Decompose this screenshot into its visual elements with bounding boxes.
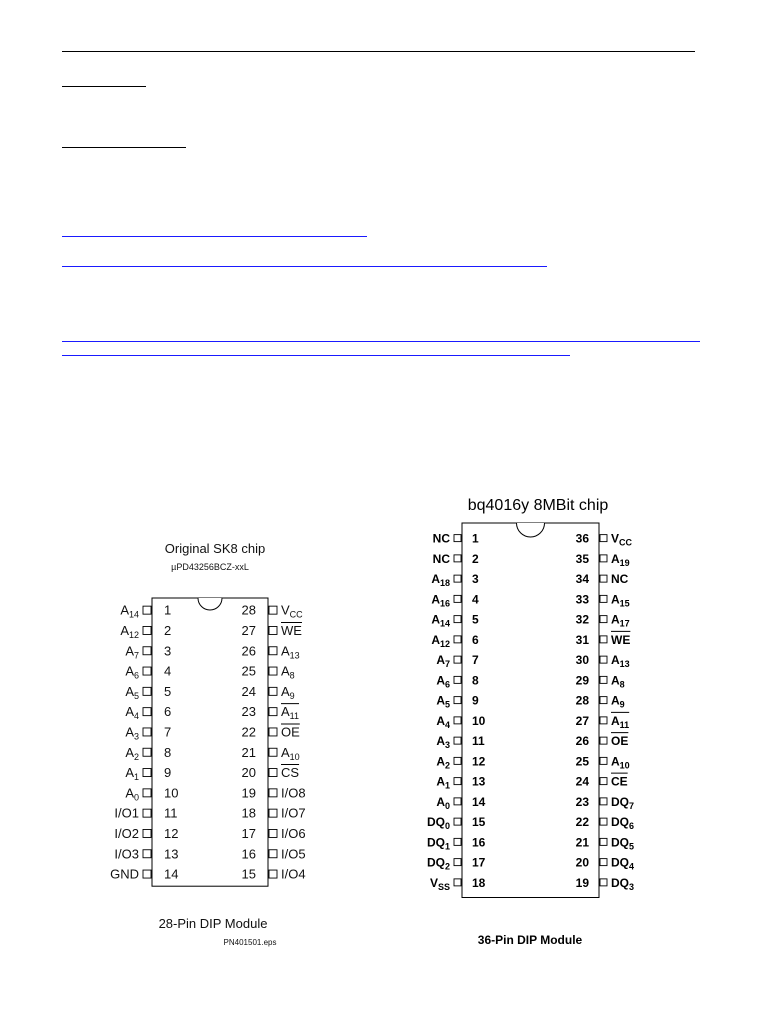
pin-right-label: $DQ_3$ <box>611 875 635 892</box>
pin-number: 3 <box>472 572 479 587</box>
pin-pad <box>143 769 151 777</box>
pin-number: 7 <box>164 724 172 740</box>
pin-pad <box>269 870 277 878</box>
pin-left-label: $A_5$ <box>436 693 450 710</box>
pin-number: 21 <box>241 744 256 760</box>
chip-b-caption: 36-Pin DIP Module <box>477 933 583 947</box>
pin-number: 10 <box>472 713 486 728</box>
chipA-package-outline <box>152 598 268 886</box>
chip-a-title: Original SK8 chip <box>164 541 266 556</box>
pin-left-label: NC <box>432 551 450 566</box>
pin-number: 12 <box>164 825 179 841</box>
pin-left-label: I/O2 <box>114 825 139 841</box>
pin-right-label: I/O5 <box>281 846 306 862</box>
pin-number: 21 <box>575 835 589 850</box>
pin-number: 5 <box>472 612 479 627</box>
pin-pad <box>600 879 607 886</box>
pin-left-label: $A_{16}$ <box>431 592 450 609</box>
pin-number: 1 <box>164 602 172 618</box>
pin-number: 11 <box>164 805 178 821</box>
pin-pad <box>600 798 607 805</box>
pin-number: 24 <box>575 774 589 789</box>
pin-number: 24 <box>241 683 256 699</box>
pin-right-label: WE <box>611 632 631 647</box>
pin-pad <box>600 575 607 582</box>
pin-pad <box>454 616 461 623</box>
hyperlink-underline-3a[interactable] <box>62 341 700 342</box>
pin-left-label: $A_1$ <box>125 765 139 783</box>
pin-number: 10 <box>164 785 179 801</box>
pin-pad <box>269 809 277 817</box>
pin-number: 20 <box>241 765 256 781</box>
hyperlink-underline-1[interactable] <box>62 236 367 237</box>
pin-pad <box>269 626 277 634</box>
pin-left-label: $A_{14}$ <box>431 612 450 629</box>
pin-right-label: CS <box>281 765 300 781</box>
pin-left-label: $A_{12}$ <box>431 632 450 649</box>
pin-left-label: $A_4$ <box>436 713 450 730</box>
pin-pad <box>269 748 277 756</box>
pin-pad <box>600 838 607 845</box>
pin-right-label: $A_{13}$ <box>611 653 630 670</box>
pin-left-label: $DQ_0$ <box>426 815 450 832</box>
pin-pad <box>143 748 151 756</box>
pin-pad <box>454 838 461 845</box>
pin-pad <box>600 737 607 744</box>
pin-pad <box>600 656 607 663</box>
pin-pad <box>269 789 277 797</box>
pin-number: 16 <box>472 835 486 850</box>
pin-pad <box>269 829 277 837</box>
pin-number: 2 <box>472 551 479 566</box>
pin-left-label: $A_{14}$ <box>120 602 139 620</box>
pin-number: 12 <box>472 754 486 769</box>
pin-pad <box>454 757 461 764</box>
pin-number: 5 <box>164 683 172 699</box>
pin-number: 17 <box>241 825 256 841</box>
pin-right-label: I/O4 <box>281 866 306 882</box>
pin-right-label: $DQ_4$ <box>611 855 635 872</box>
pin-pad <box>454 818 461 825</box>
pin-left-label: $A_0$ <box>125 785 139 803</box>
pin-left-label: GND <box>110 866 139 882</box>
pin-number: 2 <box>164 622 172 638</box>
pin-right-label: $V_{CC}$ <box>611 531 633 548</box>
pin-number: 19 <box>241 785 256 801</box>
pin-left-label: $DQ_1$ <box>426 835 450 852</box>
pin-number: 27 <box>575 713 589 728</box>
pin-left-label: I/O3 <box>114 846 139 862</box>
pin-number: 35 <box>575 551 589 566</box>
pin-pad <box>143 687 151 695</box>
pin-left-label: I/O1 <box>114 805 139 821</box>
pin-right-label: $DQ_5$ <box>611 835 635 852</box>
pin-pad <box>143 809 151 817</box>
pin-pad <box>600 697 607 704</box>
pin-pad <box>600 676 607 683</box>
pin-number: 6 <box>164 704 172 720</box>
pin-left-label: $A_3$ <box>436 734 450 751</box>
header-rule <box>62 51 695 52</box>
pin-number: 30 <box>575 653 589 668</box>
chip-a-body <box>152 598 268 886</box>
pin-left-label: $DQ_2$ <box>426 855 450 872</box>
pin-left-label: $A_6$ <box>436 673 450 690</box>
pin-right-label: WE <box>281 622 302 638</box>
pin-number: 9 <box>164 765 172 781</box>
pin-pad <box>600 535 607 542</box>
pin-pad <box>454 535 461 542</box>
pin-pad <box>143 850 151 858</box>
pin-right-label: CE <box>611 774 628 789</box>
hyperlink-underline-2[interactable] <box>62 266 547 267</box>
pin-left-label: $A_4$ <box>125 704 139 722</box>
pin-left-label: $A_2$ <box>125 744 139 762</box>
pin-right-label: OE <box>611 734 629 749</box>
pin-left-label: $V_{SS}$ <box>429 875 450 892</box>
pin-right-label: OE <box>281 724 300 740</box>
pin-pad <box>269 606 277 614</box>
pin-pad <box>454 555 461 562</box>
pin-number: 17 <box>472 855 486 870</box>
pin-right-label: I/O6 <box>281 825 306 841</box>
pin-number: 34 <box>575 572 589 587</box>
pin-number: 14 <box>164 866 179 882</box>
pin-pad <box>143 870 151 878</box>
pin-number: 18 <box>241 805 256 821</box>
pin-number: 33 <box>575 592 589 607</box>
pin-number: 36 <box>575 531 589 546</box>
pin-number: 9 <box>472 693 479 708</box>
pin-number: 13 <box>472 774 486 789</box>
pin-number: 13 <box>164 846 179 862</box>
pin-pad <box>600 555 607 562</box>
pin-right-label: $A_{11}$ <box>281 704 300 722</box>
pin-right-label: $A_{11}$ <box>611 713 630 730</box>
pin-pad <box>600 595 607 602</box>
pin-pad <box>454 656 461 663</box>
pin-left-label: NC <box>432 531 450 546</box>
pin-right-label: $DQ_6$ <box>611 815 635 832</box>
pin-pad <box>143 667 151 675</box>
pin-number: 16 <box>241 846 256 862</box>
pin-right-label: $A_9$ <box>281 683 295 701</box>
pin-pad <box>269 667 277 675</box>
pin-left-label: $A_2$ <box>436 754 450 771</box>
pin-pad <box>454 798 461 805</box>
pin-right-label: $A_{17}$ <box>611 612 630 629</box>
pin-right-label: $A_{15}$ <box>611 592 630 609</box>
pin-pad <box>269 687 277 695</box>
pin-number: 25 <box>575 754 589 769</box>
pin-pad <box>454 676 461 683</box>
pin-pad <box>454 636 461 643</box>
pin-number: 18 <box>472 875 486 890</box>
pin-left-label: $A_7$ <box>125 643 139 661</box>
pin-pad <box>143 829 151 837</box>
pin-number: 22 <box>575 815 589 830</box>
pin-number: 3 <box>164 643 172 659</box>
pin-pad <box>269 708 277 716</box>
pin-number: 19 <box>575 875 589 890</box>
pin-right-label: I/O7 <box>281 805 306 821</box>
pin-pad <box>143 708 151 716</box>
pin-number: 28 <box>241 602 256 618</box>
pin-number: 23 <box>241 704 256 720</box>
pin-right-label: $DQ_7$ <box>611 794 635 811</box>
pin-pad <box>143 626 151 634</box>
chip-b-diagram <box>405 488 675 958</box>
pin-pad <box>454 575 461 582</box>
pin-pad <box>269 647 277 655</box>
chip-a-diagram <box>90 530 350 960</box>
chip-b-title: bq4016y 8MBit chip <box>467 497 609 514</box>
pin-left-label: $A_0$ <box>436 794 450 811</box>
pin-number: 32 <box>575 612 589 627</box>
pin-pad <box>600 818 607 825</box>
pin-number: 14 <box>472 794 486 809</box>
pin-right-label: I/O8 <box>281 785 306 801</box>
pin-number: 4 <box>472 592 479 607</box>
pin-right-label: $A_8$ <box>281 663 295 681</box>
pin-right-label: $A_8$ <box>611 673 625 690</box>
pin-left-label: $A_{12}$ <box>120 622 139 640</box>
pin-number: 31 <box>575 632 589 647</box>
pin-pad <box>454 697 461 704</box>
pin-pad <box>454 778 461 785</box>
pin-number: 25 <box>241 663 256 679</box>
pin-pad <box>143 789 151 797</box>
pin-number: 22 <box>241 724 256 740</box>
pin-number: 6 <box>472 632 479 647</box>
pin-number: 26 <box>575 734 589 749</box>
pin-left-label: $A_5$ <box>125 683 139 701</box>
pin-pad <box>600 778 607 785</box>
pin-number: 1 <box>472 531 479 546</box>
pin-pad <box>143 647 151 655</box>
pin-number: 28 <box>575 693 589 708</box>
pin-pad <box>269 850 277 858</box>
pin-number: 27 <box>241 622 256 638</box>
chip-a-caption: 28-Pin DIP Module <box>158 916 268 931</box>
pin-right-label: $A_{19}$ <box>611 551 630 568</box>
chip-a-file-ref: PN401501.eps <box>223 938 277 947</box>
pin-number: 15 <box>241 866 256 882</box>
pin-right-label: $A_{10}$ <box>281 744 300 762</box>
pin-pad <box>600 859 607 866</box>
pin-number: 26 <box>241 643 256 659</box>
pin-pad <box>600 636 607 643</box>
pin-pad <box>143 606 151 614</box>
pin-right-label: $A_{10}$ <box>611 754 630 771</box>
hyperlink-underline-3b[interactable] <box>62 355 570 356</box>
pin-left-label: $A_6$ <box>125 663 139 681</box>
pin-right-label: $A_{13}$ <box>281 643 300 661</box>
pin-number: 4 <box>164 663 172 679</box>
pin-pad <box>454 737 461 744</box>
pin-pad <box>454 595 461 602</box>
pin-number: 7 <box>472 653 479 668</box>
pin-left-label: $A_3$ <box>125 724 139 742</box>
pin-right-label: NC <box>611 572 629 587</box>
pin-right-label: $A_9$ <box>611 693 625 710</box>
pin-left-label: $A_1$ <box>436 774 450 791</box>
pin-number: 23 <box>575 794 589 809</box>
pin-pad <box>269 728 277 736</box>
pin-number: 8 <box>164 744 172 760</box>
pin-pad <box>454 879 461 886</box>
pin-number: 29 <box>575 673 589 688</box>
pin-left-label: $A_{18}$ <box>431 572 450 589</box>
chip-a-part-number: µPD43256BCZ-xxL <box>171 562 249 572</box>
pin-left-label: $A_7$ <box>436 653 450 670</box>
pin-number: 15 <box>472 815 486 830</box>
pin-pad <box>269 769 277 777</box>
subheading-underline <box>62 147 186 148</box>
heading-underline <box>62 86 146 87</box>
pin-right-label: $V_{CC}$ <box>281 602 303 620</box>
pin-pad <box>600 757 607 764</box>
pin-number: 11 <box>472 734 485 749</box>
pin-pad <box>600 717 607 724</box>
pin-number: 20 <box>575 855 589 870</box>
pin-pad <box>454 859 461 866</box>
pin-pad <box>454 717 461 724</box>
pin-pad <box>143 728 151 736</box>
pin-pad <box>600 616 607 623</box>
pin-number: 8 <box>472 673 479 688</box>
